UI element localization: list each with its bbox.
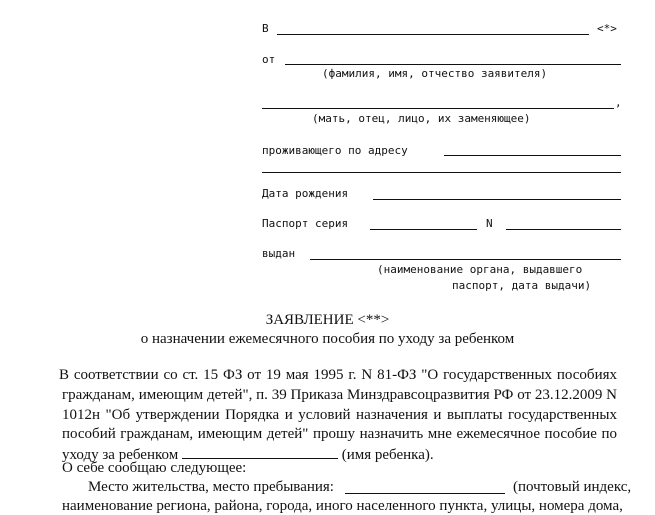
issued-hint-1: (наименование органа, выдавшего <box>377 263 583 276</box>
address-field-line-2[interactable] <box>262 172 621 173</box>
issued-field-line[interactable] <box>310 259 621 260</box>
to-note: <*> <box>597 22 617 35</box>
issued-label: выдан <box>262 247 296 260</box>
passport-n-label: N <box>486 217 493 230</box>
from-field-line[interactable] <box>285 64 621 65</box>
about-self-label: О себе сообщаю следующее: <box>62 460 247 476</box>
passport-label: Паспорт серия <box>262 217 349 230</box>
passport-series-line[interactable] <box>370 229 477 230</box>
address-field-line[interactable] <box>444 155 621 156</box>
issued-hint-2: паспорт, дата выдачи) <box>452 279 592 292</box>
relation-field-line[interactable] <box>262 108 614 109</box>
document-title: ЗАЯВЛЕНИЕ <**> <box>265 312 390 328</box>
passport-number-line[interactable] <box>506 229 621 230</box>
from-label: от <box>262 53 276 66</box>
to-label: В <box>262 22 269 35</box>
birth-label: Дата рождения <box>262 187 349 200</box>
relation-hint: (мать, отец, лицо, их заменяющее) <box>312 112 531 125</box>
child-name-field[interactable] <box>182 445 338 459</box>
application-paragraph <box>59 366 617 466</box>
residence-hint: (почтовый индекс, <box>513 479 632 495</box>
from-hint: (фамилия, имя, отчество заявителя) <box>322 67 548 80</box>
birth-field-line[interactable] <box>373 199 621 200</box>
document-subtitle: о назначении ежемесячного пособия по уходу за ребенком <box>140 331 515 347</box>
application-text: В соответствии со ст. 15 ФЗ от 19 мая 1995 г. N 81-ФЗ "О государственных пособиях гражданам, имеющим детей", п. 39 Приказа Минздравсоцразвития РФ от 23.12.2009 N 1012н "Об утверждении Порядка и условий назначения и выплаты государственных пособий гражданам, имеющим детей" прошу назначить мне ежемесячное пособие по уходу за ребенком <box>59 367 617 464</box>
residence-label: Место жительства, место пребывания: <box>88 479 334 495</box>
address-label: проживающего по адресу <box>262 144 408 157</box>
child-name-hint: (имя ребенка). <box>341 447 434 464</box>
to-field-line[interactable] <box>277 34 589 35</box>
relation-comma: , <box>615 96 622 109</box>
residence-field-line[interactable] <box>345 493 505 494</box>
residence-continuation: наименование региона, района, города, иного населенного пункта, улицы, номера дома, <box>62 498 623 514</box>
